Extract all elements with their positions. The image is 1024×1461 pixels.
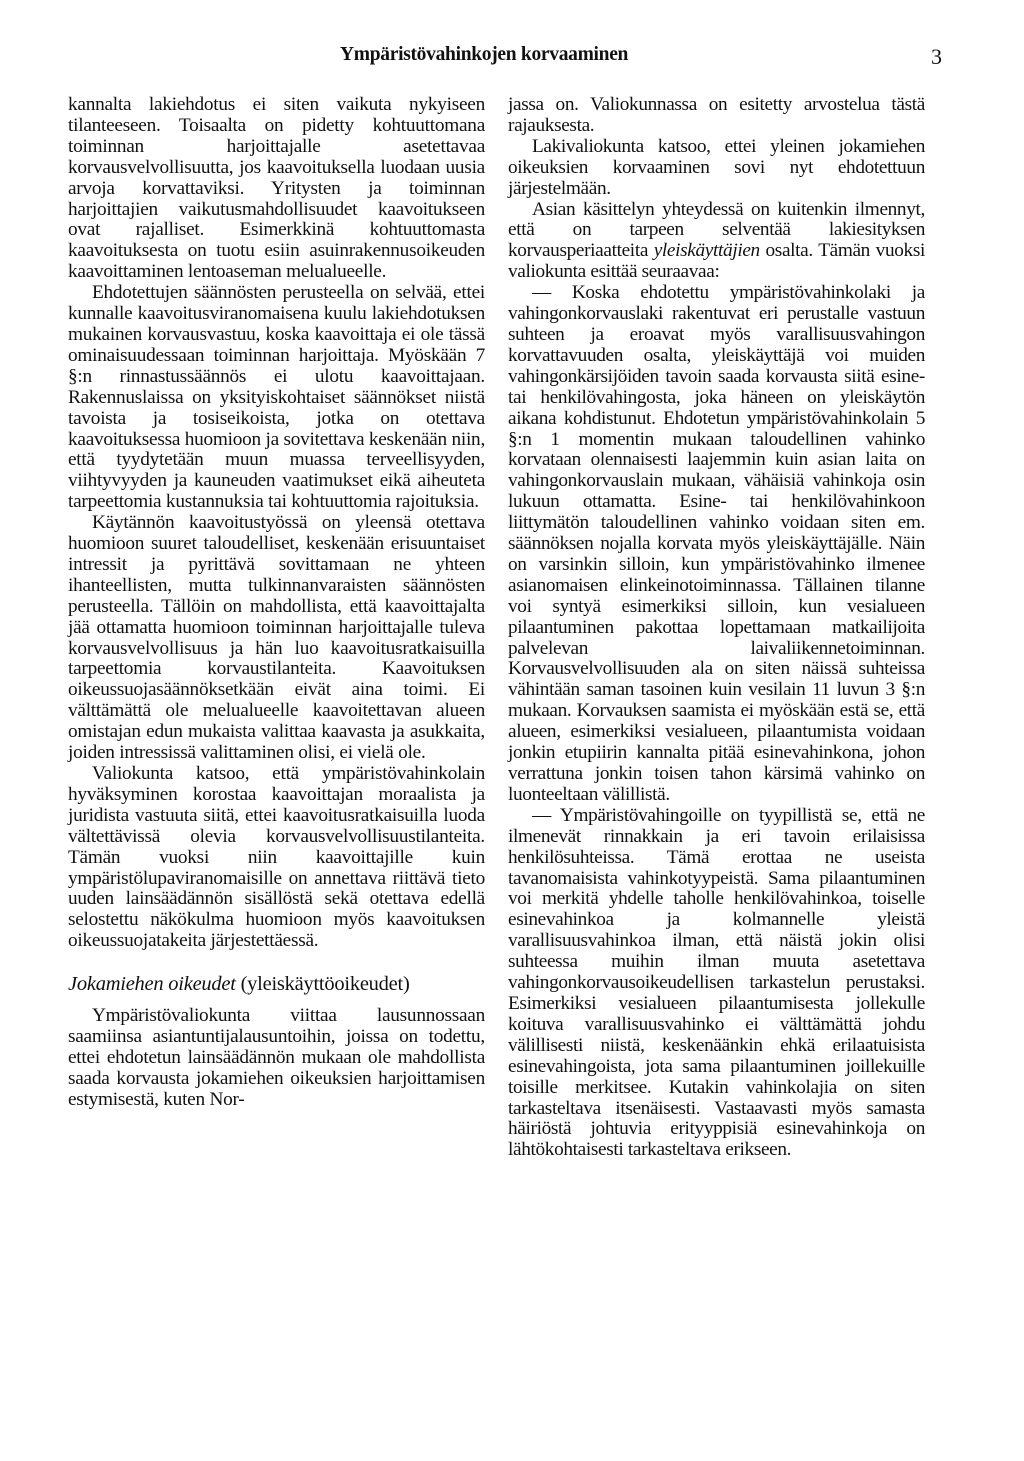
paragraph: Ympäristövaliokunta viittaa lausunnossaan saamiinsa asiantuntijalausuntoihin, joissa on todettu, ettei ehdotetun lainsäädännön mukaan ole mahdollista saada korvausta jokamiehen oikeuksien harjoittamisen estymisestä, kuten Nor- xyxy=(68,1005,485,1110)
right-column xyxy=(508,95,925,1161)
italic-term: yleiskäyttäjien xyxy=(653,240,760,262)
paragraph: Lakivaliokunta katsoo, ettei yleinen jokamiehen oikeuksien korvaaminen sovi nyt ehdotettuun järjestelmään. xyxy=(508,135,925,199)
paragraph-text: Asian käsittelyn yhteydessä on kuitenkin ilmennyt, että on tarpeen selventää lakiesityksen korvausperiaatteita xyxy=(508,198,925,262)
section-heading xyxy=(68,974,485,995)
paragraph: — Koska ehdotettu ympäristövahinkolaki ja vahingonkorvauslaki rakentuvat eri perustalle vastuun suhteen ja eroavat myös varallisuusvahingon korvattavuuden osalta, yleiskäyttäjä voi muiden vahingonkärsijöiden tavoin saada korvausta siitä esine- tai henkilövahingosta, joka häneen on yleiskäytön aikana kohdistunut. Ehdotetun ympäristövahinkolain 5 §:n 1 momentin mukaan taloudellinen vahinko korvataan olennaisesti laajemmin kuin asian laita on vahingonkorvauslain mukaan, vähäisiä vahinkoja osin lukuun ottamatta. Esine- tai henkilövahinkoon liittymätön taloudellinen vahinko voidaan siten em. säännöksen nojalla korvata myös yleiskäyttäjälle. Näin on varsinkin silloin, kun ympäristövahinko ilmenee asianomaisen elinkeinotoiminnassa. Tällainen tilanne voi syntyä esimerkiksi silloin, kun vesialueen pilaantuminen pakottaa lopettamaan matkailijoita palvelevan laivaliikennetoiminnan. Korvausvelvollisuuden ala on siten näissä suhteissa vähintään saman tasoinen kuin vesilain 11 luvun 3 §:n mukaan. Korvauksen saamista ei myöskään estä se, että alueen, esimerkiksi vesialueen, pilaantumista voidaan jonkin etupiirin kannalta pitää esinevahinkona, johon verrattuna jonkin toisen tahon kärsimä vahinko on luonteeltaan välillistä. xyxy=(508,282,925,805)
section-heading-rest: (yleiskäyttöoikeudet) xyxy=(235,973,410,996)
page-header xyxy=(0,44,1024,74)
paragraph: Käytännön kaavoitustyössä on yleensä otettava huomioon suuret taloudelliset, keskenään erisuuntaiset intressit ja pyrittävä sovittamaan ne yhteen ihanteellisten, mutta tulkinnanvaraisten säännösten perusteella. Tällöin on mahdollista, että kaavoittajalta jää ottamatta huomioon toiminnan harjoittajalle tuleva korvausvelvollisuus ja hän luo kaavoitusratkaisuilla tarpeettomia korvaustilanteita. Kaavoituksen oikeussuojasäännöksetkään eivät aina toimi. Ei välttämättä ole melualueelle kaavoitettavan alueen omistajan edun mukaista valittaa kaavasta ja asukkaita, joiden intressissä valittaminen olisi, ei vielä ole. xyxy=(68,512,485,764)
paragraph: Ehdotettujen säännösten perusteella on selvää, ettei kunnalle kaavoitusviranomaisena kuulu lakiehdotuksen mukainen korvausvastuu, koska kaavoittaja ei ole tässä ominaisuudessaan toiminnan harjoittaja. Myöskään 7 §:n rinnastussäännös ei ulotu kaavoittajaan. Rakennuslaissa on yksityiskohtaiset säännökset niistä tavoista ja tosiseikoista, jotka on otettava kaavoituksessa huomioon ja sovitettava keskenään niin, että tyydytetään muun muassa terveellisyyden, viihtyvyyden ja kauneuden vaatimukset eikä aiheuteta tarpeettomia kustannuksia tai kohtuuttomia rajoituksia. xyxy=(68,282,486,513)
paragraph: jassa on. Valiokunnassa on esitetty arvostelua tästä rajauksesta. xyxy=(508,94,925,136)
paragraph: Valiokunta katsoo, että ympäristövahinkolain hyväksyminen korostaa kaavoittajan moraalista ja juridista vastuuta siitä, ettei kaavoitusratkaisuilla luoda vältettävissä olevia korvausvelvollisuustilanteita. Tämän vuoksi niin kaavoittajille kuin ympäristölupaviranomaisille on annettava riittävä tieto uuden lainsäädännön sisällöstä sekä otettava edellä selostettu näkökulma huomioon myös kaavoituksen oikeussuojatakeita järjestettäessä. xyxy=(68,763,485,952)
paragraph: — Ympäristövahingoille on tyypillistä se, että ne ilmenevät rinnakkain ja eri tavoin erilaisissa henkilösuhteissa. Tämä erottaa ne useista tavanomaisista vahinkotyypeistä. Sama pilaantuminen voi merkitä yhdelle taholle henkilövahinkoa, toiselle esinevahinkoa ja kolmannelle yleistä varallisuusvahinkoa ilman, että näistä jokin olisi suhteessa muihin ilman muuta asetettava vahingonkorvausoikeudellisen tarkastelun perustaksi. Esimerkiksi vesialueen pilaantumisesta jollekulle koituva varallisuusvahinko ei välttämättä johdu välillisesti niistä, keskenäänkin ehkä erilaatuisista esinevahingoista, jota sama pilaantuminen joillekuille toisille merkitsee. Kutakin vahinkolajia on siten tarkasteltava itsenäisesti. Vastaavasti myös samasta häiriöstä johtuvia erityyppisiä esinevahinkoja on lähtökohtaisesti tarkasteltava erikseen. xyxy=(508,804,925,1161)
paragraph-text: osalta. Tämän vuoksi valiokunta esittää seuraavaa: xyxy=(508,240,925,283)
left-column xyxy=(68,95,485,1111)
running-title: Ympäristövahinkojen korvaaminen xyxy=(340,44,629,65)
page-number: 3 xyxy=(931,44,942,69)
section-heading-italic: Jokamiehen oikeudet xyxy=(68,973,236,996)
paragraph xyxy=(508,200,925,284)
paragraph: kannalta lakiehdotus ei siten vaikuta nykyiseen tilanteeseen. Toisaalta on pidetty kohtuuttomana toiminnan harjoittajalle asetettavaa korvausvelvollisuutta, jos kaavoituksella luodaan uusia arvoja korvattaviksi. Yritysten ja toiminnan harjoittajien vaikutusmahdollisuudet kaavoitukseen ovat rajalliset. Esimerkkinä kohtuuttomasta kaavoituksesta on tuotu esiin asuinrakennusoikeuden kaavoittaminen lentoaseman melualueelle. xyxy=(68,94,485,283)
